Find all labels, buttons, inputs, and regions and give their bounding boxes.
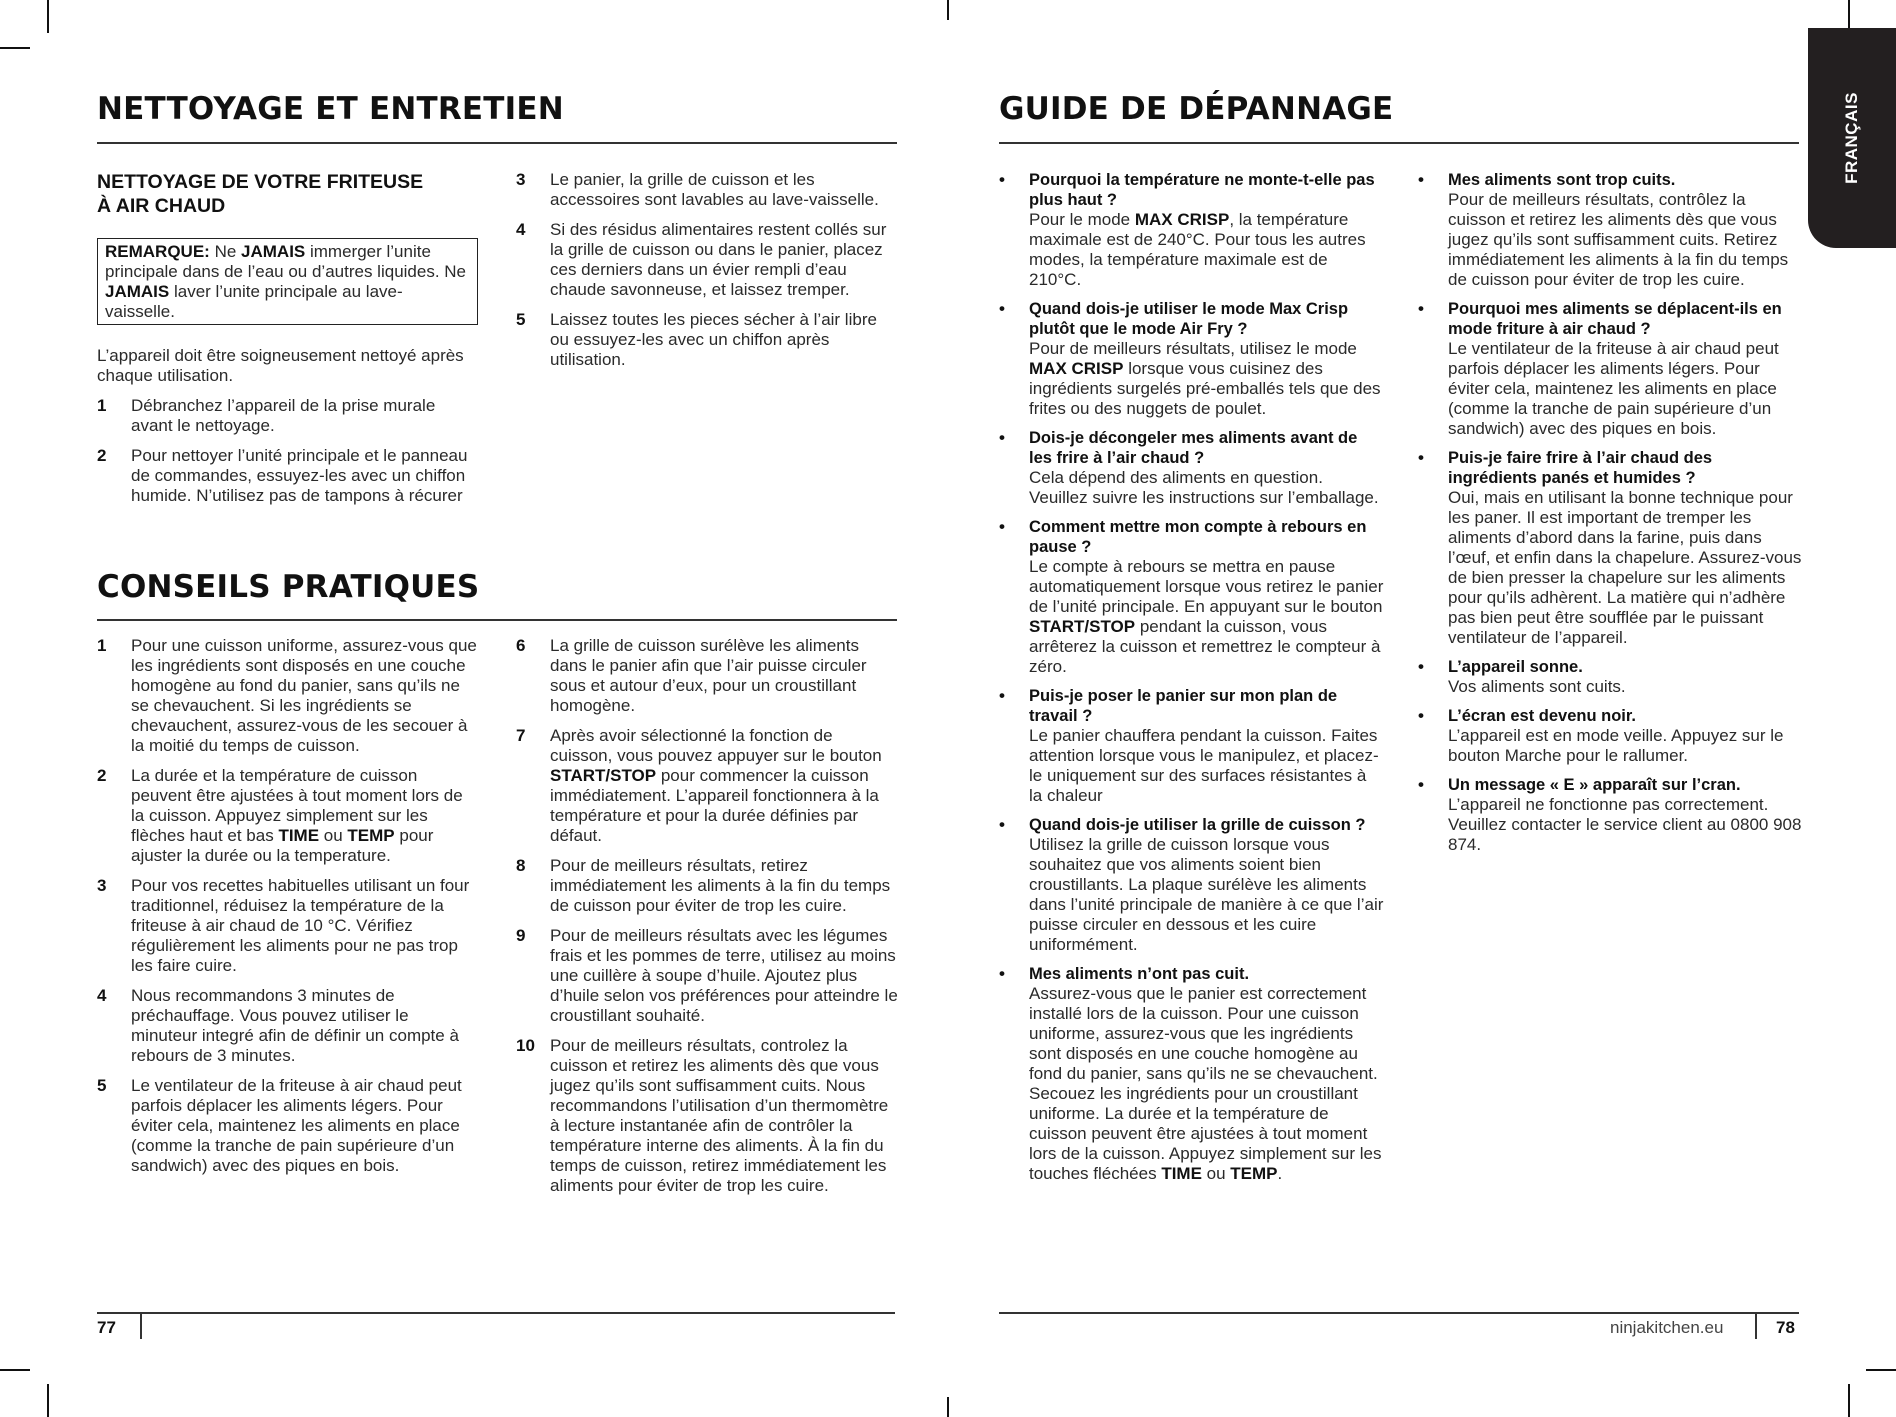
step-number: 5 xyxy=(516,310,526,329)
bullet: • xyxy=(999,428,1005,447)
tip-text: Pour vos recettes habituelles utilisant un four traditionnel, réduisez la température de la friteuse à air chaud de 10 °C. Vérifiez régulièrement les aliments pour ne pas trop les faire cuire. xyxy=(131,876,470,975)
bullet: • xyxy=(999,517,1005,536)
tip-number: 5 xyxy=(97,1076,107,1095)
faq-answer: Le ventilateur de la friteuse à air chaud peut parfois déplacer les aliments légers. Pour éviter cela, maintenez les aliments en place (comme la tranche de pain supérieure d’un sandwich) avec des piques en bois. xyxy=(1448,339,1779,438)
tip-number: 6 xyxy=(516,636,526,655)
faq-item xyxy=(1418,657,1803,697)
faq-answer: Oui, mais en utilisant la bonne technique pour les paner. Il est important de tremper les aliments d’abord dans la farine, puis dans l’œuf, et enfin dans la chapelure. Assurez-vous de bien presser la chapelure sur les aliments pour qu’ils adhèrent. La matière qui n’adhère pas bien peut être soufflée par le puissant ventilateur de l’appareil. xyxy=(1448,488,1802,647)
tip-number: 1 xyxy=(97,636,107,655)
step-text: Débranchez l’appareil de la prise murale avant le nettoyage. xyxy=(131,396,436,435)
crop-mark xyxy=(1866,1369,1896,1371)
tips-col1 xyxy=(97,636,479,1176)
faq-question: Mes aliments sont trop cuits. xyxy=(1448,171,1676,189)
list-item xyxy=(97,446,479,506)
faq-item xyxy=(1418,706,1803,766)
faq-item xyxy=(999,299,1384,419)
page-number-left: 77 xyxy=(97,1318,116,1337)
faq-emphasis: TIME xyxy=(1161,1164,1202,1183)
cleaning-subtitle-line2: À AIR CHAUD xyxy=(97,195,226,217)
faq-answer: Pour le mode xyxy=(1029,210,1135,229)
step-number: 2 xyxy=(97,446,107,465)
crop-mark xyxy=(0,47,30,49)
faq-question: Puis-je poser le panier sur mon plan de travail ? xyxy=(1029,687,1338,725)
faq-item xyxy=(999,964,1384,1184)
tip-number: 7 xyxy=(516,726,526,745)
tip-text: La grille de cuisson surélève les aliments dans le panier afin que l’air puisse circuler sous et autour d’eux, pour un croustillant homogène. xyxy=(550,636,867,715)
faq-col1 xyxy=(999,170,1384,1184)
faq-answer: Pour de meilleurs résultats, contrôlez la cuisson et retirez les aliments dès que vous jugez qu’ils sont suffisamment cuits. Retirez immédiatement les aliments à la fin du temps de cuisson pour éviter de trop les cuire. xyxy=(1448,190,1789,289)
faq-item xyxy=(999,428,1384,508)
cleaning-subtitle-line1: NETTOYAGE DE VOTRE FRITEUSE xyxy=(97,171,424,193)
step-text: Le panier, la grille de cuisson et les accessoires sont lavables au lave-vaisselle. xyxy=(550,170,879,209)
list-item xyxy=(516,1036,898,1196)
tip-text: Pour de meilleurs résultats, retirez immédiatement les aliments à la fin du temps de cuisson pour éviter de trop les cuire. xyxy=(550,856,891,915)
tip-text: La durée et la température de cuisson peuvent être ajustées à tout moment lors de la cuisson. Appuyez simplement sur les flèches haut et bas xyxy=(131,766,463,845)
page-number-right: 78 xyxy=(1776,1318,1795,1337)
faq-question: Pourquoi la température ne monte-t-elle pas plus haut ? xyxy=(1029,171,1375,209)
language-tab-label: FRANÇAIS xyxy=(1842,92,1861,184)
tips-title: CONSEILS PRATIQUES xyxy=(97,569,480,605)
footer-rule xyxy=(999,1312,1799,1314)
crop-mark xyxy=(947,0,949,20)
note-label: REMARQUE: xyxy=(105,242,210,261)
crop-mark xyxy=(1848,1384,1850,1417)
faq-emphasis: TEMP xyxy=(1230,1164,1278,1183)
faq-answer: Pour de meilleurs résultats, utilisez le mode xyxy=(1029,339,1357,358)
list-item xyxy=(516,170,897,210)
faq-item xyxy=(999,815,1384,955)
tip-text: Le ventilateur de la friteuse à air chaud peut parfois déplacer les aliments légers. Pour éviter cela, maintenez les aliments en place (comme la tranche de pain supérieure d’un sandwich) avec des piques en bois. xyxy=(131,1076,462,1175)
step-text: Si des résidus alimentaires restent collés sur la grille de cuisson ou dans le panier, placez ces derniers dans un évier rempli d’eau chaude savonneuse, et laissez tremper. xyxy=(550,220,887,299)
list-item xyxy=(516,856,898,916)
list-item xyxy=(516,310,897,370)
tip-number: 9 xyxy=(516,926,526,945)
bullet: • xyxy=(1418,775,1424,794)
tip-text: pour commencer la cuisson immédiatement. L’appareil fonctionnera à la température et pour la durée définies par défaut. xyxy=(550,766,879,845)
note-text: immerger l’unite principale dans de l’eau ou d’autres liquides. Ne xyxy=(105,242,467,281)
note-text: laver l’unite principale au lave-vaisselle. xyxy=(105,282,403,321)
cleaning-steps-col2 xyxy=(516,170,897,370)
bullet: • xyxy=(999,964,1005,983)
tip-number: 2 xyxy=(97,766,107,785)
faq-answer: , la température maximale est de 240°C. Pour tous les autres modes, la température maximale est de 210°C. xyxy=(1029,210,1366,289)
faq-question: Quand dois-je utiliser le mode Max Crisp plutôt que le mode Air Fry ? xyxy=(1029,300,1349,338)
cleaning-title: NETTOYAGE ET ENTRETIEN xyxy=(97,91,564,127)
faq-answer: Le compte à rebours se mettra en pause automatiquement lorsque vous retirez le panier de l’unité principale. En appuyant sur le bouton xyxy=(1029,557,1384,616)
bullet: • xyxy=(1418,657,1424,676)
list-item xyxy=(97,876,479,976)
faq-question: L’appareil sonne. xyxy=(1448,658,1583,676)
note-text: Ne xyxy=(209,242,242,261)
website-link[interactable]: ninjakitchen.eu xyxy=(1610,1318,1724,1337)
faq-question: Comment mettre mon compte à rebours en pause ? xyxy=(1029,518,1367,556)
faq-question: Quand dois-je utiliser la grille de cuisson ? xyxy=(1029,816,1366,834)
tip-text: Après avoir sélectionné la fonction de cuisson, vous pouvez appuyer sur le bouton xyxy=(550,726,882,765)
cleaning-intro: L’appareil doit être soigneusement nettoyé après chaque utilisation. xyxy=(97,346,464,385)
faq-emphasis: MAX CRISP xyxy=(1134,210,1230,229)
tip-number: 8 xyxy=(516,856,526,875)
faq-item xyxy=(999,686,1384,806)
faq-question: Puis-je faire frire à l’air chaud des ingrédients panés et humides ? xyxy=(1448,449,1713,487)
tip-emphasis: TEMP xyxy=(347,826,395,845)
tip-emphasis: TIME xyxy=(278,826,320,845)
list-item xyxy=(97,766,479,866)
tip-text: Pour de meilleurs résultats, controlez la cuisson et retirez les aliments dès que vous jugez qu’ils sont suffisamment cuits. Nous recommandons l’utilisation d’un thermomètre à lecture instantanée afin de contrôler la température interne des aliments. À la fin du temps de cuisson, retirez immédiatement les aliments pour éviter de trop les cuire. xyxy=(550,1036,889,1195)
faq-answer: lorsque vous cuisinez des ingrédients surgelés pré-emballés tels que des frites ou des nuggets de poulet. xyxy=(1029,359,1381,418)
bullet: • xyxy=(1418,299,1424,318)
bullet: • xyxy=(1418,170,1424,189)
list-item xyxy=(516,726,898,846)
list-item xyxy=(516,636,898,716)
faq-emphasis: MAX CRISP xyxy=(1029,359,1124,378)
crop-mark xyxy=(47,1384,49,1417)
tip-text: Pour une cuisson uniforme, assurez-vous que les ingrédients sont disposés en une couche homogène au fond du panier, sans qu’ils ne se chevauchent. Si les ingrédients se chevauchent, assurez-vous de les secouer à la moitié du temps de cuisson. xyxy=(131,636,477,755)
faq-item xyxy=(1418,775,1803,855)
cleaning-subtitle xyxy=(97,170,497,218)
list-item xyxy=(97,636,479,756)
footer-divider xyxy=(1755,1313,1757,1339)
troubleshooting-title: GUIDE DE DÉPANNAGE xyxy=(999,91,1394,127)
faq-question: Pourquoi mes aliments se déplacent-ils en mode friture à air chaud ? xyxy=(1448,300,1782,338)
tip-text: Pour de meilleurs résultats avec les légumes frais et les pommes de terre, utilisez au moins une cuillère à soupe d’huile. Ajoutez plus d’huile selon vos préférences pour atteindre le croustillant souhaité. xyxy=(550,926,898,1025)
title-rule xyxy=(97,619,897,621)
faq-answer: Utilisez la grille de cuisson lorsque vous souhaitez que vos aliments soient bien croustillants. La plaque surélève les aliments dans l’unité principale de manière à ce que l’air puisse circuler en dessous et les cuire uniformément. xyxy=(1029,835,1384,954)
title-rule xyxy=(97,142,897,144)
footer-rule xyxy=(97,1312,895,1314)
faq-item xyxy=(999,517,1384,677)
language-tab xyxy=(1808,28,1896,248)
faq-item xyxy=(1418,299,1803,439)
faq-question: Dois-je décongeler mes aliments avant de les frire à l’air chaud ? xyxy=(1029,429,1358,467)
faq-answer: Cela dépend des aliments en question. Veuillez suivre les instructions sur l’emballage. xyxy=(1029,468,1379,507)
step-number: 3 xyxy=(516,170,526,189)
step-number: 1 xyxy=(97,396,107,415)
list-item xyxy=(516,926,898,1026)
bullet: • xyxy=(999,686,1005,705)
faq-question: Mes aliments n’ont pas cuit. xyxy=(1029,965,1250,983)
crop-mark xyxy=(47,0,49,33)
note-emphasis: JAMAIS xyxy=(241,242,306,261)
faq-answer: Vos aliments sont cuits. xyxy=(1448,677,1626,696)
step-text: Pour nettoyer l’unité principale et le panneau de commandes, essuyez-les avec un chiffon humide. N’utilisez pas de tampons à récurer xyxy=(131,446,468,505)
faq-answer: pendant la cuisson, vous arrêterez la cuisson et remettrez le compteur à zéro. xyxy=(1029,617,1381,676)
list-item xyxy=(516,220,897,300)
faq-question: L’écran est devenu noir. xyxy=(1448,707,1636,725)
tip-number: 10 xyxy=(516,1036,535,1055)
note-emphasis: JAMAIS xyxy=(105,282,170,301)
tip-emphasis: START/STOP xyxy=(550,766,657,785)
faq-answer: Assurez-vous que le panier est correctement installé lors de la cuisson. Pour une cuisson uniforme, assurez-vous que les ingrédients sont disposés en une couche homogène au fond du panier, sans qu’ils ne se chevauchent. Secouez les ingrédients pour un croustillant uniforme. La durée et la température de cuisson peuvent être ajustées à tout moment lors de la cuisson. Appuyez simplement sur les touches fléchées xyxy=(1029,984,1382,1183)
bullet: • xyxy=(1418,448,1424,467)
list-item xyxy=(97,986,479,1066)
faq-emphasis: START/STOP xyxy=(1029,617,1136,636)
faq-col2 xyxy=(1418,170,1803,855)
bullet: • xyxy=(999,299,1005,318)
crop-mark xyxy=(0,1369,30,1371)
tip-text: ou xyxy=(319,826,348,845)
faq-answer: . xyxy=(1277,1164,1283,1183)
tips-col2 xyxy=(516,636,898,1196)
crop-mark xyxy=(947,1397,949,1417)
faq-answer: Le panier chauffera pendant la cuisson. Faites attention lorsque vous le manipulez, et placez-le uniquement sur des surfaces résistantes à la chaleur xyxy=(1029,726,1379,805)
note-box xyxy=(97,238,478,325)
step-text: Laissez toutes les pieces sécher à l’air libre ou essuyez-les avec un chiffon après utilisation. xyxy=(550,310,877,369)
tip-text: pour ajuster la durée ou la temperature. xyxy=(131,826,434,865)
tip-text: Nous recommandons 3 minutes de préchauffage. Vous pouvez utiliser le minuteur integré afin de définir un compte à rebours de 3 minutes. xyxy=(131,986,459,1065)
title-rule xyxy=(999,142,1799,144)
bullet: • xyxy=(999,815,1005,834)
list-item xyxy=(97,396,479,436)
faq-question: Un message « E » apparaît sur l’cran. xyxy=(1448,776,1741,794)
step-number: 4 xyxy=(516,220,526,239)
footer-divider xyxy=(140,1313,142,1339)
faq-answer: L’appareil est en mode veille. Appuyez sur le bouton Marche pour le rallumer. xyxy=(1448,726,1784,765)
bullet: • xyxy=(1418,706,1424,725)
cleaning-steps-col1 xyxy=(97,396,479,506)
faq-answer: L’appareil ne fonctionne pas correctement. Veuillez contacter le service client au 0800 908 874. xyxy=(1448,795,1802,854)
tip-number: 4 xyxy=(97,986,107,1005)
bullet: • xyxy=(999,170,1005,189)
faq-item xyxy=(1418,448,1803,648)
faq-item xyxy=(999,170,1384,290)
tip-number: 3 xyxy=(97,876,107,895)
faq-item xyxy=(1418,170,1803,290)
list-item xyxy=(97,1076,479,1176)
faq-answer: ou xyxy=(1201,1164,1231,1183)
